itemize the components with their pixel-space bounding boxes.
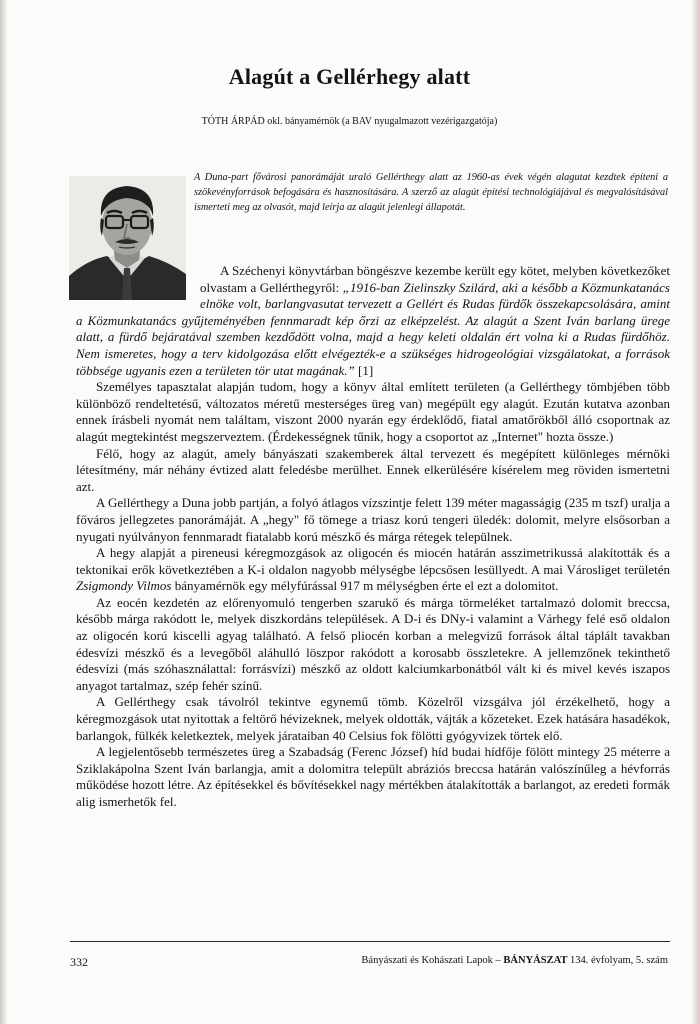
paragraph-3: Félő, hogy az alagút, amely bányászati szakemberek által tervezett és megépített különleges mérnöki létesítmény, már néhány évtized alatt feledésbe merülhet. Ennek elkerülésére kísérelem meg röviden ismertetni azt. [76, 445, 670, 494]
citation-ref: [1] [354, 362, 374, 378]
page-number: 332 [70, 955, 88, 969]
journal-section: BÁNYÁSZAT [503, 955, 568, 966]
photo-wrap-spacer [76, 263, 196, 303]
article-body [76, 263, 670, 811]
journal-reference [361, 955, 668, 966]
paragraph-5-part-a: A hegy alapját a pireneusi kéregmozgások az oligocén és miocén határán asszimetrikussá alakították és a tektonikai erők következtében a K-i oldalon nagyobb mélységbe lépcsősen lesüllyedt. A mai Városliget területén [76, 545, 670, 577]
journal-name: Bányászati és Kohászati Lapok – [361, 955, 504, 966]
paragraph-6: Az eocén kezdetén az előrenyomuló tengerben szarukő és márga törmeléket tartalmazó dolomit breccsa, később márga rakódott le, melyek diszkordáns települések. A D-i és DNy-i valamint a Várhegy felé eső oldalon az oligocén korú kiscelli agyag található. A felső pliocén korban a melegvizű források által táplált tavakban édesvízi mészkő és a levegőből aláhulló löszpor rakódott a korosabb összletekre. A jellemzőnek tekinthető édesvízi (más szóhasználattal: forrásvízi) mészkő az oldott kalciumkarbonátból vált ki és mivel kevés iszapos anyagot tartalmaz, szép fehér színű. [76, 594, 670, 693]
paragraph-2: Személyes tapasztalat alapján tudom, hogy a könyv által említett területen (a Gellérthegy tömbjében több különböző rendeltetésű, változatos méretű mesterséges üreg van) megépült egy alagút. Ezután kutatva azonban ennek írásbeli nyomát nem találtam, viszont 2000 nyarán egy érdeklődő, fiatal amatőrökből álló csoportnak az alagút megtekintést megszerveztem. (Érdekességnek tűnik, hogy a csoportot az „Internet" hozta össze.) [76, 379, 670, 444]
paragraph-7: A Gellérthegy csak távolról tekintve egynemű tömb. Közelről vizsgálva jól érzékelhető, hogy a kéregmozgások utat nyitottak a feltörő hévizeknek, melyek oldották, vájták a kőzeteket. Ezek hatására hasadékok, barlangok, fülkék keletkeztek, melyek járataiban 40 Celsius fok fölötti gyógyvizek törtek elő. [76, 694, 670, 743]
article-abstract: A Duna-part fővárosi panorámáját uraló Gellérthegy alatt az 1960-as évek végén alagutat kezdtek építeni a szökevényforrások befogására és hasznosítására. A szerző az alagút építési technológiájával és megvalósításával ismerteti meg az olvasót, majd leírja az alagút jelenlegi állapotát. [194, 172, 668, 213]
person-name: Zsigmondy Vilmos [76, 578, 172, 594]
paragraph-1-intro: A Széchenyi könyvtárban böngészve kezembe került egy kötet, melyben következőket olvastam a Gellérthegyről: [200, 263, 670, 295]
paragraph-8: A legjelentősebb természetes üreg a Szabadság (Ferenc József) híd budai hídfője fölött mintegy 25 méterre a Sziklakápolna Szent Iván barlangja, amit a dolomitra települt abráziós breccsa határán valószínűleg a hévforrás működése hozott létre. Az építésekkel és bővítésekkel nagy mértékben átalakították a barlangot, az eredeti formák alig ismerhetők fel. [76, 744, 670, 809]
journal-issue: 134. évfolyam, 5. szám [567, 955, 668, 966]
paragraph-4: A Gellérthegy a Duna jobb partján, a folyó átlagos vízszintje felett 139 méter magasságig (235 m tszf) uralja a főváros jellegzetes panorámáját. A „hegy" fő tömege a triasz korú tengeri üledék: dolomit, melyre elsősorban a nyugati nyúlványon fennmaradt fiatalabb korú mészkő és márga rétegek települnek. [76, 495, 670, 544]
paragraph-5 [76, 545, 670, 595]
footer-divider [70, 941, 670, 942]
paragraph-5-part-b: bányamérnök egy mélyfúrással 917 m mélységben érte el ezt a dolomitot. [171, 578, 559, 594]
paragraph-1-quote: „1916-ban Zielinszky Szilárd, aki a később a Közmunkatanács elnöke volt, barlangvasutat tervezett a Gellért és Rudas fürdők összekapcsolására, amint a Közmunkatanács gyűjteményében fennmaradt kép őrzi az elképzelést. Az alagút a Szent Iván barlang ürege alatt, a fürdő bejáratával szemben kezdődött volna, majd a hegy keleti oldalán ért volna ki a Rudas fürdőhöz. Nem ismeretes, hogy a terv kidolgozása előtt elvégezték-e a szükséges hidrogeológiai vizsgálatokat, a források többsége ugyanis ezen a területen tör utat magának.” [76, 279, 670, 378]
page-edge-shadow-right [691, 0, 699, 1024]
article-title: Alagút a Gellérhegy alatt [228, 64, 471, 89]
paragraph-1 [76, 263, 670, 379]
page-edge-shadow-left [0, 0, 8, 1024]
article-byline: TÓTH ÁRPÁD okl. bányamérnök (a BAV nyugalmazott vezérigazgatója) [201, 116, 498, 127]
